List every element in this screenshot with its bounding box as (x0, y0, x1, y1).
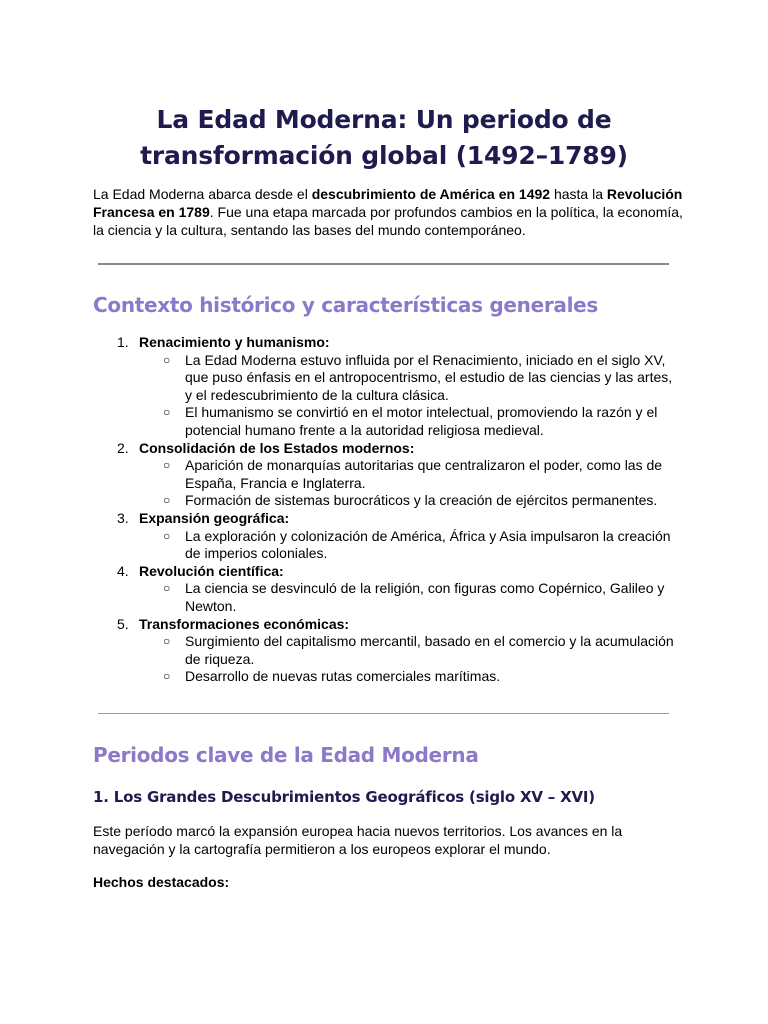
list-item-label: Revolución científica: (139, 562, 284, 579)
sub-list (93, 580, 683, 615)
list-item-head (93, 440, 683, 458)
list-item-number: 5. (117, 615, 129, 632)
list-item-number: 4. (117, 562, 129, 579)
list-item-head (93, 510, 683, 528)
list-item-label: Transformaciones económicas: (139, 615, 350, 632)
characteristics-list (93, 334, 683, 686)
hollow-bullet-icon: ○ (163, 634, 171, 649)
intro-bold-1: descubrimiento de América en 1492 (311, 186, 551, 202)
sub-list (93, 352, 683, 440)
subsection-heading-discoveries: 1. Los Grandes Descubrimientos Geográficos (siglo XV – XVI) (93, 788, 595, 806)
list-item (93, 440, 683, 510)
list-item (93, 563, 683, 616)
sub-list-text: Surgimiento del capitalismo mercantil, basado en el comercio y la acumulación de riqueza. (185, 633, 674, 667)
section-heading-context: Contexto histórico y características generales (93, 293, 599, 317)
list-item-label: Expansión geográfica: (139, 509, 290, 526)
sub-list-item (93, 352, 683, 405)
page-title: La Edad Moderna: Un periodo de transformación global (1492–1789) (140, 105, 628, 170)
sub-list-text: La ciencia se desvinculó de la religión, con figuras como Copérnico, Galileo y Newton. (185, 580, 665, 614)
list-item-head (93, 563, 683, 581)
sub-list-item (93, 492, 683, 510)
list-item-number: 1. (117, 334, 129, 350)
intro-paragraph (93, 185, 683, 239)
list-item-number: 3. (117, 509, 129, 526)
hollow-bullet-icon: ○ (163, 458, 171, 473)
intro-text-2: hasta la (550, 186, 607, 202)
hollow-bullet-icon: ○ (163, 493, 171, 508)
sub-list-item (93, 668, 683, 686)
intro-bold-2: Revolución Francesa en 1789 (93, 186, 683, 220)
intro-text-1: La Edad Moderna abarca desde el (93, 186, 312, 202)
sub-list-item (93, 404, 683, 439)
sub-list-item (93, 528, 683, 563)
sub-list (93, 528, 683, 563)
sub-list (93, 633, 683, 686)
list-item-label: Consolidación de los Estados modernos: (139, 439, 415, 456)
sub-list (93, 457, 683, 510)
divider (98, 263, 669, 265)
intro-text-3: . Fue una etapa marcada por profundos cambios en la política, la economía, la ciencia y la cultura, sentando las bases del mundo contemporáneo. (93, 204, 683, 238)
hollow-bullet-icon: ○ (163, 352, 171, 367)
section-heading-periods: Periodos clave de la Edad Moderna (93, 743, 479, 767)
hollow-bullet-icon: ○ (163, 581, 171, 596)
list-item-label: Renacimiento y humanismo: (139, 334, 330, 350)
hollow-bullet-icon: ○ (163, 669, 171, 684)
list-item (93, 334, 683, 440)
sub-list-text: Desarrollo de nuevas rutas comerciales marítimas. (185, 668, 501, 685)
list-item-head (93, 616, 683, 634)
sub-list-item (93, 633, 683, 668)
sub-list-text: La exploración y colonización de América, África y Asia impulsaron la creación de imperios coloniales. (185, 527, 671, 562)
sub-list-item (93, 457, 683, 492)
hollow-bullet-icon: ○ (163, 405, 171, 420)
sub-list-text: La Edad Moderna estuvo influida por el Renacimiento, iniciado en el siglo XV, que puso énfasis en el antropocentrismo, el estudio de las ciencias y las artes, y el redescubrimiento de la cultura clásica. (185, 351, 673, 403)
highlights-label: Hechos destacados: (93, 874, 230, 890)
sub-list-text: Aparición de monarquías autoritarias que centralizaron el poder, como las de España, Francia e Inglaterra. (185, 457, 663, 491)
list-item (93, 616, 683, 686)
sub-list-text: El humanismo se convirtió en el motor intelectual, promoviendo la razón y el potencial humano frente a la autoridad religiosa medieval. (185, 404, 658, 438)
list-item (93, 510, 683, 563)
list-item-head (93, 334, 683, 352)
sub-list-text: Formación de sistemas burocráticos y la creación de ejércitos permanentes. (185, 492, 658, 509)
list-item-number: 2. (117, 439, 129, 456)
discoveries-paragraph: Este período marcó la expansión europea hacia nuevos territorios. Los avances en la navegación y la cartografía permitieron a los europeos explorar el mundo. (93, 823, 623, 857)
sub-list-item (93, 580, 683, 615)
divider (98, 713, 669, 714)
hollow-bullet-icon: ○ (163, 528, 171, 543)
